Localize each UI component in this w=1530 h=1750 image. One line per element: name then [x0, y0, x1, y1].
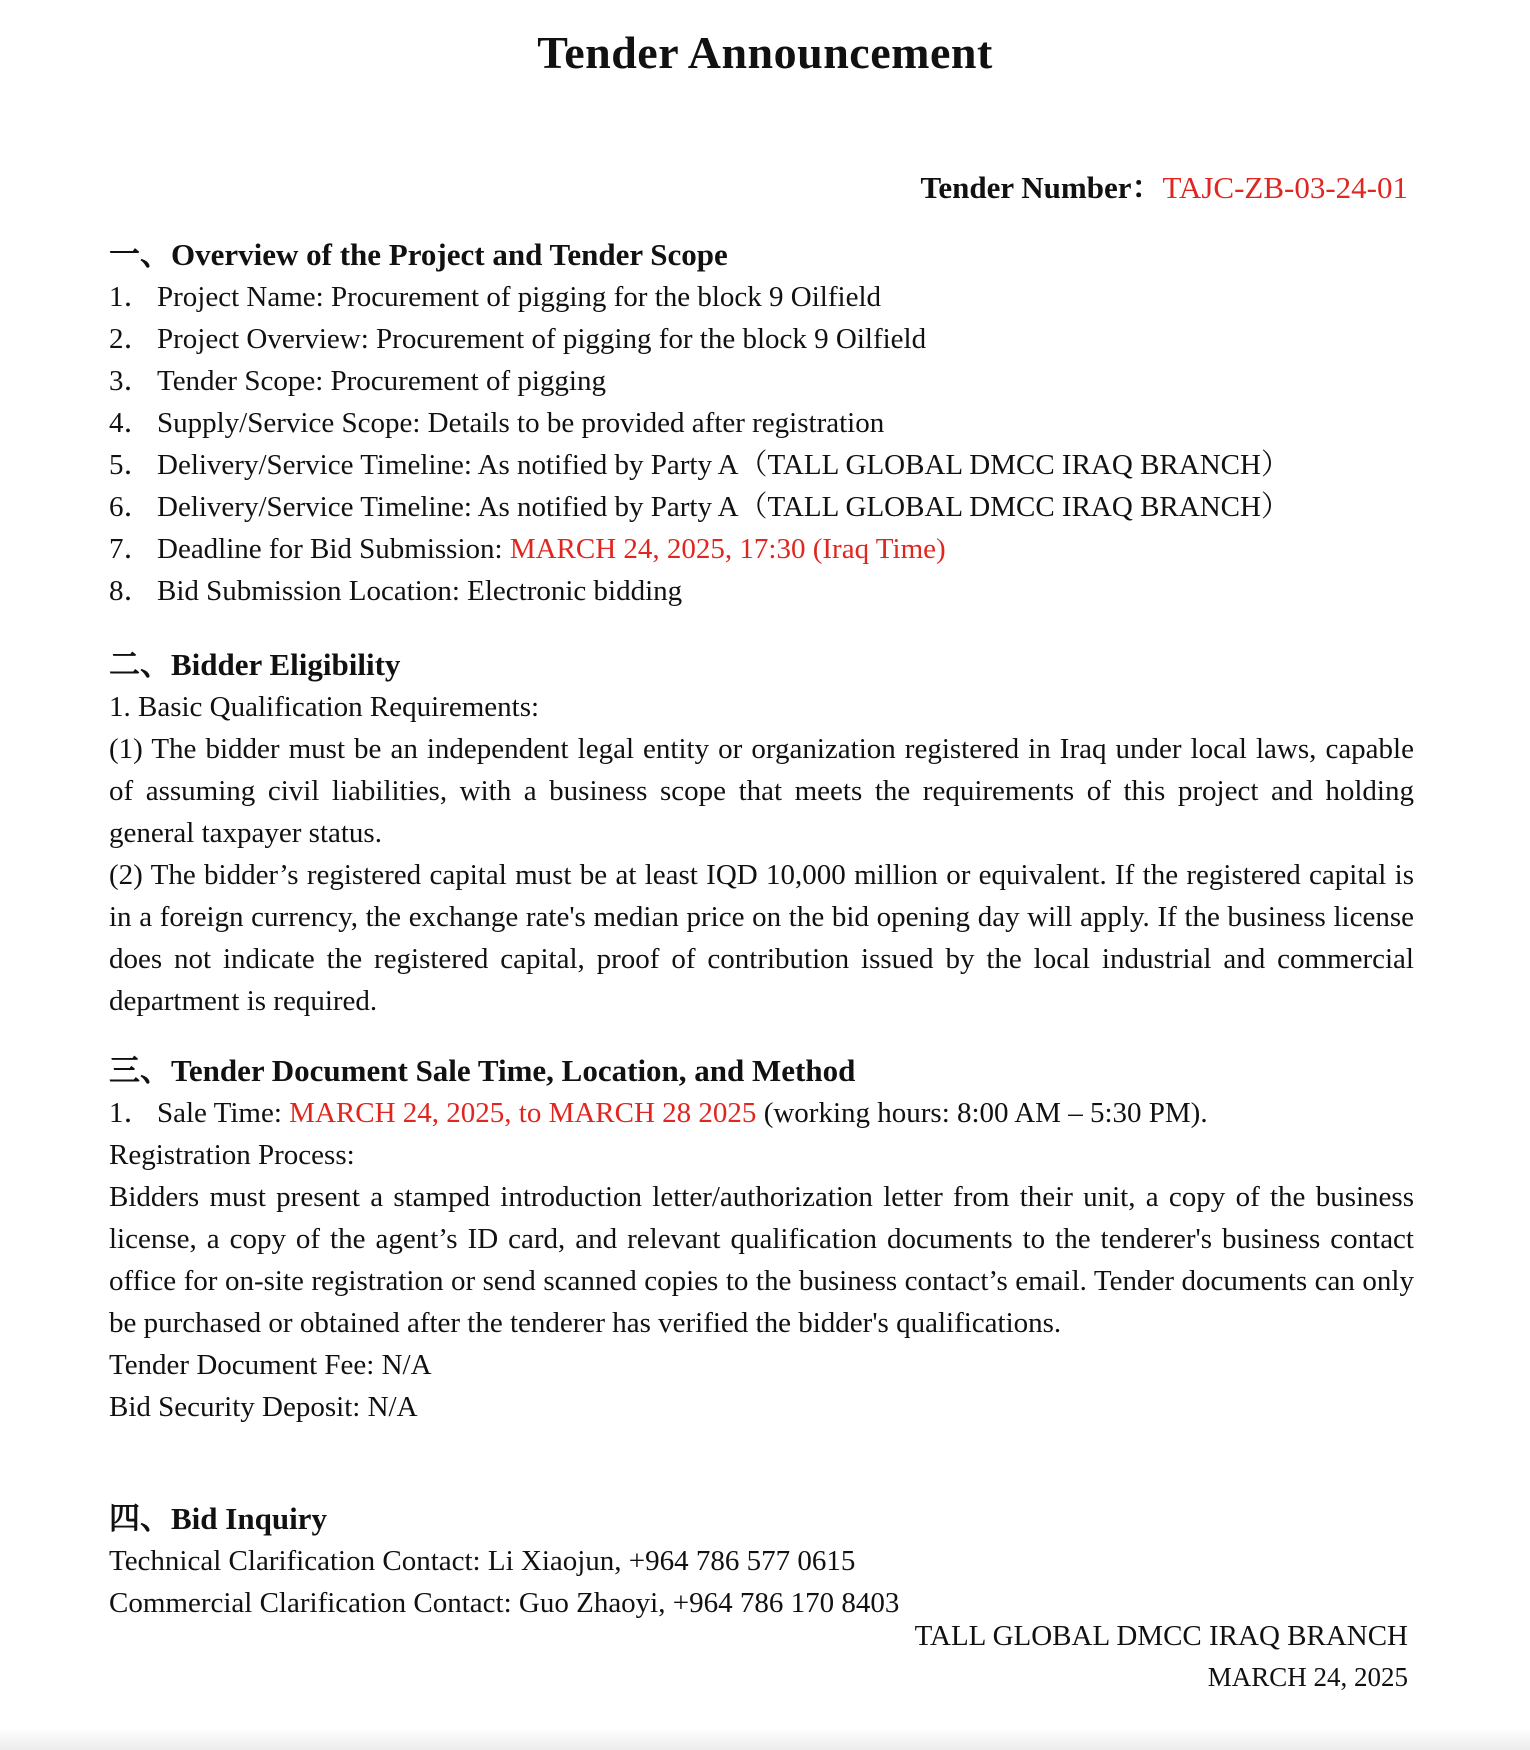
- tender-number-value: TAJC-ZB-03-24-01: [1162, 170, 1408, 205]
- list-item: 1． Project Name: Procurement of pigging for the block 9 Oilfield: [109, 281, 882, 313]
- section-heading: 二、Bidder Eligibility: [109, 647, 401, 682]
- list-item: 4． Supply/Service Scope: Details to be provided after registration: [109, 407, 885, 439]
- section-eligibility: [109, 644, 1414, 1022]
- section-document-sale: [109, 1050, 1414, 1428]
- section-bid-inquiry: [109, 1498, 1414, 1624]
- section-heading: 一、Overview of the Project and Tender Scope: [109, 237, 728, 272]
- section-heading: 三、Tender Document Sale Time, Location, and Method: [109, 1053, 856, 1088]
- tender-number-label: Tender Number：: [920, 170, 1163, 205]
- signature-date: MARCH 24, 2025: [1207, 1662, 1408, 1692]
- subheading: 1. Basic Qualification Requirements:: [109, 691, 540, 723]
- sale-dates: MARCH 24, 2025, to MARCH 28 2025: [289, 1097, 757, 1129]
- list-item: 6． Delivery/Service Timeline: As notified by Party A（TALL GLOBAL DMCC IRAQ BRANCH）: [109, 491, 1290, 523]
- tender-number: [921, 162, 1409, 207]
- page-bottom-edge: [0, 1728, 1530, 1750]
- document-title: Tender Announcement: [537, 27, 993, 78]
- sale-time: 1． Sale Time: MARCH 24, 2025, to MARCH 28 2025 (working hours: 8:00 AM – 5:30 PM).: [109, 1097, 1208, 1129]
- list-item: 3． Tender Scope: Procurement of pigging: [109, 365, 606, 397]
- section-heading: 四、Bid Inquiry: [109, 1501, 327, 1536]
- section-overview: [109, 234, 1414, 612]
- security-deposit: Bid Security Deposit: N/A: [109, 1391, 418, 1423]
- paragraph: (2) The bidder’s registered capital must be at least IQD 10,000 million or equivalent. If the registered capital is in a foreign currency, the exchange rate's median price on the bid opening day will apply. If the business license does not indicate the registered capital, proof of contribution issued by the local industrial and commercial department is required.: [109, 859, 1414, 1017]
- list-item: 5． Delivery/Service Timeline: As notified by Party A（TALL GLOBAL DMCC IRAQ BRANCH）: [109, 449, 1290, 481]
- registration-label: Registration Process:: [109, 1139, 355, 1171]
- bid-deadline: MARCH 24, 2025, 17:30 (Iraq Time): [509, 533, 946, 565]
- signature-company: TALL GLOBAL DMCC IRAQ BRANCH: [914, 1620, 1408, 1652]
- document-fee: Tender Document Fee: N/A: [109, 1349, 432, 1381]
- paragraph: (1) The bidder must be an independent legal entity or organization registered in Iraq under local laws, capable of assuming civil liabilities, with a business scope that meets the requirements of this project and holding general taxpayer status.: [109, 733, 1414, 849]
- list-item: 2． Project Overview: Procurement of pigging for the block 9 Oilfield: [109, 323, 927, 355]
- technical-contact: Technical Clarification Contact: Li Xiaojun, +964 786 577 0615: [109, 1545, 856, 1577]
- registration-text: Bidders must present a stamped introduction letter/authorization letter from their unit, a copy of the business license, a copy of the agent’s ID card, and relevant qualification documents to the tenderer's business contact office for on-site registration or send scanned copies to the business contact’s email. Tender documents can only be purchased or obtained after the tenderer has verified the bidder's qualifications.: [109, 1181, 1414, 1339]
- commercial-contact: Commercial Clarification Contact: Guo Zhaoyi, +964 786 170 8403: [109, 1587, 900, 1619]
- list-item: 8． Bid Submission Location: Electronic bidding: [109, 575, 683, 607]
- list-item: 7． Deadline for Bid Submission: MARCH 24, 2025, 17:30 (Iraq Time): [109, 533, 946, 565]
